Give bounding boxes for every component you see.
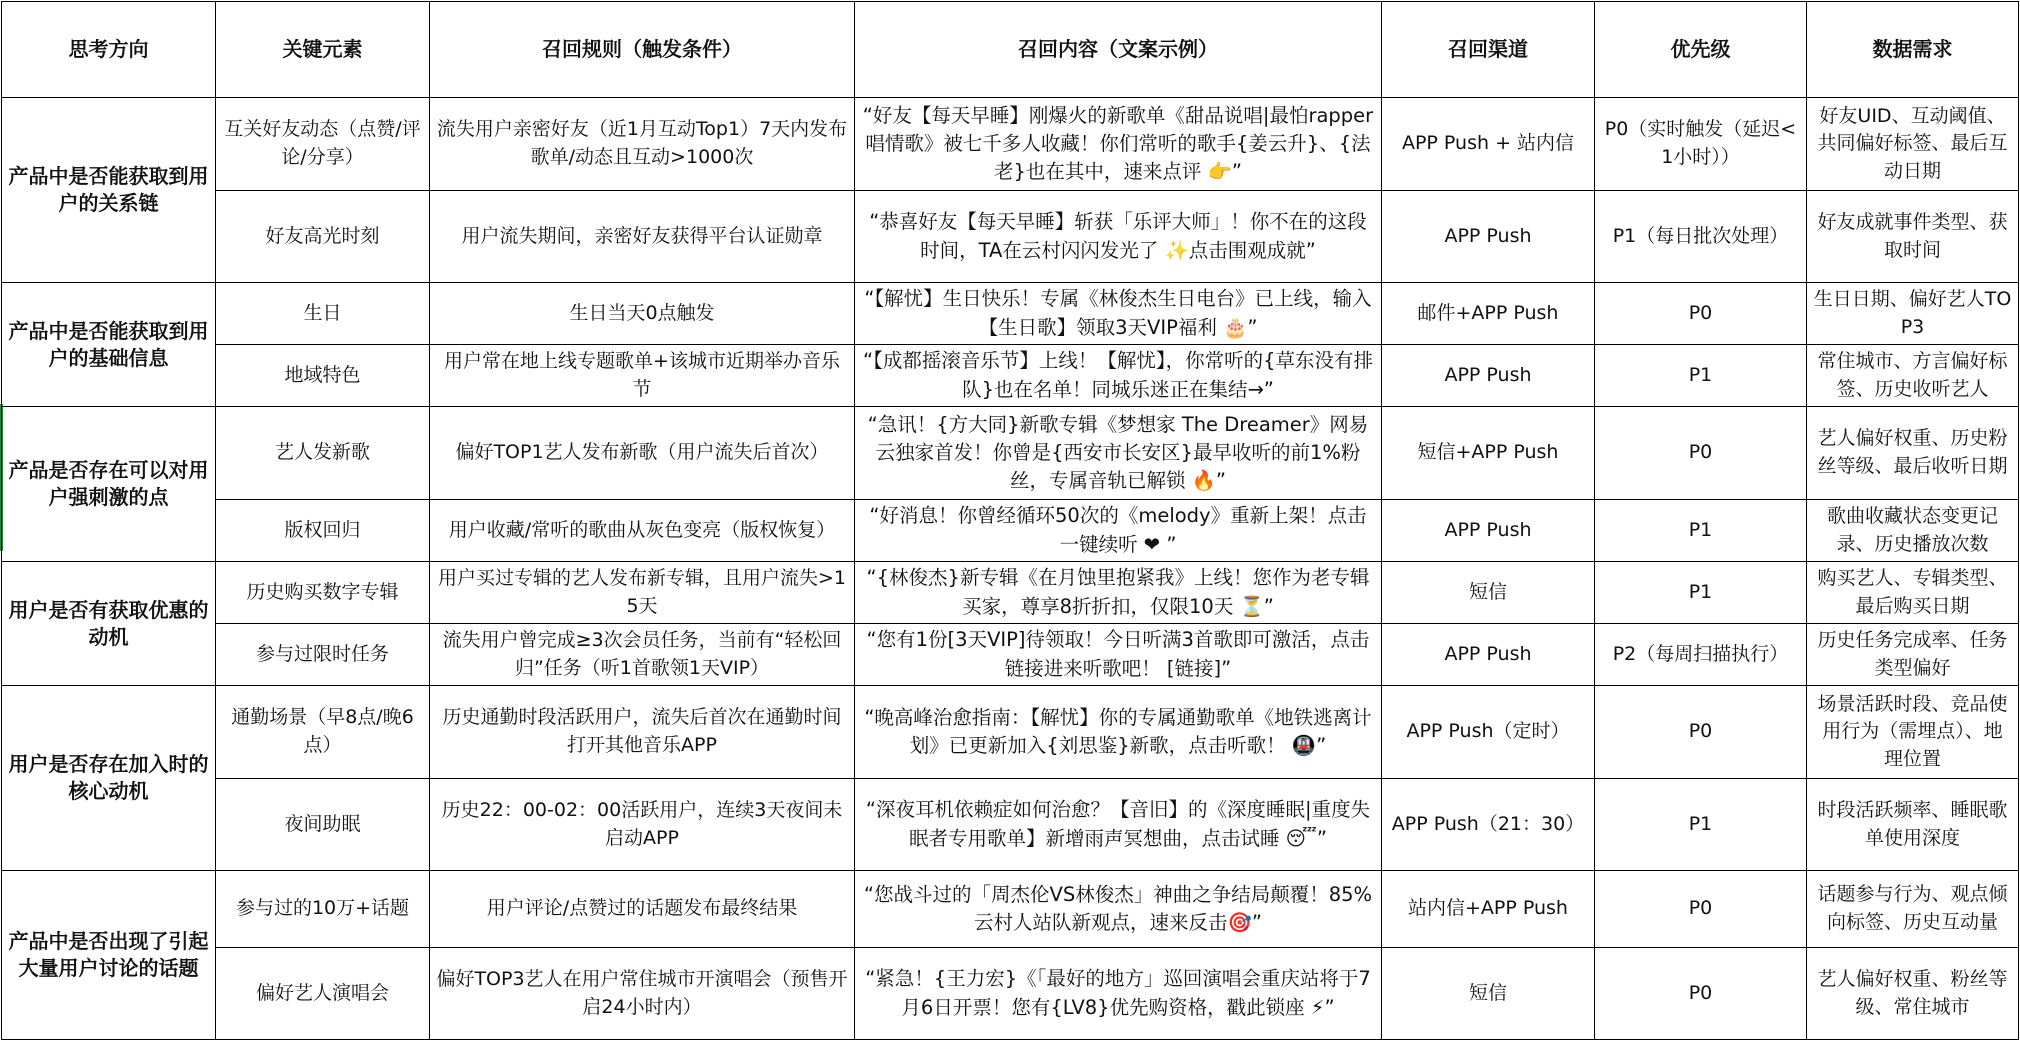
direction-cell: 产品中是否能获取到用户的关系链 [2, 98, 216, 283]
content-cell: “好消息！你曾经循环50次的《melody》重新上架！点击一键续听 ❤ ” [855, 500, 1382, 562]
rule-cell: 用户流失期间，亲密好友获得平台认证勋章 [430, 191, 855, 283]
element-cell: 版权回归 [216, 500, 430, 562]
table-row [2, 500, 2019, 562]
data-cell: 历史任务完成率、任务类型偏好 [1807, 624, 2019, 686]
rule-cell: 用户收藏/常听的歌曲从灰色变亮（版权恢复） [430, 500, 855, 562]
data-cell: 好友UID、互动阈值、共同偏好标签、最后互动日期 [1807, 98, 2019, 191]
direction-cell: 用户是否存在加入时的核心动机 [2, 686, 216, 871]
element-cell: 艺人发新歌 [216, 407, 430, 500]
header-priority: 优先级 [1595, 2, 1807, 98]
content-cell: “{林俊杰}新专辑《在月蚀里抱紧我》上线！您作为老专辑买家，尊享8折折扣，仅限10天 ⏳” [855, 562, 1382, 624]
data-cell: 好友成就事件类型、获取时间 [1807, 191, 2019, 283]
priority-cell: P1 [1595, 500, 1807, 562]
table-row [2, 283, 2019, 345]
rule-cell: 用户常在地上线专题歌单+该城市近期举办音乐节 [430, 345, 855, 407]
priority-cell: P0 [1595, 871, 1807, 948]
channel-cell: APP Push [1382, 624, 1595, 686]
content-cell: “【成都摇滚音乐节】上线！【解忧】，你常听的{草东没有排队}也在名单！同城乐迷正在集结→” [855, 345, 1382, 407]
header-channel: 召回渠道 [1382, 2, 1595, 98]
header-data: 数据需求 [1807, 2, 2019, 98]
recall-strategy-table [1, 1, 2019, 1040]
table-row [2, 345, 2019, 407]
data-cell: 歌曲收藏状态变更记录、历史播放次数 [1807, 500, 2019, 562]
priority-cell: P1 [1595, 779, 1807, 871]
data-cell: 时段活跃频率、睡眠歌单使用深度 [1807, 779, 2019, 871]
content-cell: “【解忧】生日快乐！专属《林俊杰生日电台》已上线，输入【生日歌】领取3天VIP福利 🎂” [855, 283, 1382, 345]
element-cell: 互关好友动态（点赞/评论/分享） [216, 98, 430, 191]
data-cell: 艺人偏好权重、历史粉丝等级、最后收听日期 [1807, 407, 2019, 500]
priority-cell: P1 [1595, 345, 1807, 407]
table-row [2, 562, 2019, 624]
priority-cell: P0 [1595, 283, 1807, 345]
direction-cell: 产品中是否出现了引起大量用户讨论的话题 [2, 871, 216, 1040]
content-cell: “急讯！{方大同}新歌专辑《梦想家 The Dreamer》网易云独家首发！你曾是{西安市长安区}最早收听的前1%粉丝，专属音轨已解锁 🔥” [855, 407, 1382, 500]
priority-cell: P1（每日批次处理） [1595, 191, 1807, 283]
content-cell: “恭喜好友【每天早睡】斩获「乐评大师」！你不在的这段时间，TA在云村闪闪发光了 ✨点击围观成就” [855, 191, 1382, 283]
content-cell: “深夜耳机依赖症如何治愈？【音旧】的《深度睡眠|重度失眠者专用歌单】新增雨声冥想曲，点击试睡 😴” [855, 779, 1382, 871]
priority-cell: P0 [1595, 948, 1807, 1040]
channel-cell: 短信 [1382, 562, 1595, 624]
data-cell: 购买艺人、专辑类型、最后购买日期 [1807, 562, 2019, 624]
priority-cell: P1 [1595, 562, 1807, 624]
rule-cell: 用户买过专辑的艺人发布新专辑，且用户流失>15天 [430, 562, 855, 624]
table-row [2, 871, 2019, 948]
header-content: 召回内容（文案示例） [855, 2, 1382, 98]
header-rule: 召回规则（触发条件） [430, 2, 855, 98]
element-cell: 参与过限时任务 [216, 624, 430, 686]
table-row [2, 624, 2019, 686]
channel-cell: APP Push [1382, 345, 1595, 407]
channel-cell: 邮件+APP Push [1382, 283, 1595, 345]
content-cell: “好友【每天早睡】刚爆火的新歌单《甜品说唱|最怕rapper唱情歌》被七千多人收藏！你们常听的歌手{姜云升}、{法老}也在其中，速来点评 👉” [855, 98, 1382, 191]
channel-cell: 站内信+APP Push [1382, 871, 1595, 948]
rule-cell: 流失用户曾完成≥3次会员任务，当前有“轻松回归”任务（听1首歌领1天VIP） [430, 624, 855, 686]
priority-cell: P0 [1595, 407, 1807, 500]
channel-cell: APP Push [1382, 191, 1595, 283]
element-cell: 夜间助眠 [216, 779, 430, 871]
table-row [2, 98, 2019, 191]
rule-cell: 流失用户亲密好友（近1月互动Top1）7天内发布歌单/动态且互动>1000次 [430, 98, 855, 191]
rule-cell: 生日当天0点触发 [430, 283, 855, 345]
table-row [2, 948, 2019, 1040]
content-cell: “紧急！{王力宏}《「最好的地方」巡回演唱会重庆站将于7月6日开票！您有{LV8}优先购资格，戳此锁座 ⚡” [855, 948, 1382, 1040]
content-cell: “您有1份[3天VIP]待领取！今日听满3首歌即可激活，点击链接进来听歌吧！ [链接]” [855, 624, 1382, 686]
table-row [2, 779, 2019, 871]
element-cell: 生日 [216, 283, 430, 345]
table-row [2, 686, 2019, 779]
direction-cell: 用户是否有获取优惠的动机 [2, 562, 216, 686]
priority-cell: P2（每周扫描执行） [1595, 624, 1807, 686]
data-cell: 常住城市、方言偏好标签、历史收听艺人 [1807, 345, 2019, 407]
header-element: 关键元素 [216, 2, 430, 98]
rule-cell: 历史通勤时段活跃用户，流失后首次在通勤时间打开其他音乐APP [430, 686, 855, 779]
element-cell: 历史购买数字专辑 [216, 562, 430, 624]
channel-cell: APP Push [1382, 500, 1595, 562]
rule-cell: 偏好TOP3艺人在用户常住城市开演唱会（预售开启24小时内） [430, 948, 855, 1040]
element-cell: 偏好艺人演唱会 [216, 948, 430, 1040]
rule-cell: 偏好TOP1艺人发布新歌（用户流失后首次） [430, 407, 855, 500]
element-cell: 地域特色 [216, 345, 430, 407]
rule-cell: 用户评论/点赞过的话题发布最终结果 [430, 871, 855, 948]
data-cell: 场景活跃时段、竞品使用行为（需埋点）、地理位置 [1807, 686, 2019, 779]
priority-cell: P0 [1595, 686, 1807, 779]
data-cell: 艺人偏好权重、粉丝等级、常住城市 [1807, 948, 2019, 1040]
table-row [2, 407, 2019, 500]
element-cell: 参与过的10万+话题 [216, 871, 430, 948]
element-cell: 好友高光时刻 [216, 191, 430, 283]
channel-cell: 短信 [1382, 948, 1595, 1040]
table-row [2, 191, 2019, 283]
rule-cell: 历史22：00-02：00活跃用户，连续3天夜间未启动APP [430, 779, 855, 871]
data-cell: 话题参与行为、观点倾向标签、历史互动量 [1807, 871, 2019, 948]
element-cell: 通勤场景（早8点/晚6点） [216, 686, 430, 779]
channel-cell: 短信+APP Push [1382, 407, 1595, 500]
header-row [2, 2, 2019, 98]
direction-cell: 产品中是否能获取到用户的基础信息 [2, 283, 216, 407]
direction-cell: 产品是否存在可以对用户强刺激的点 [2, 407, 216, 562]
header-direction: 思考方向 [2, 2, 216, 98]
content-cell: “晚高峰治愈指南：【解忧】你的专属通勤歌单《地铁逃离计划》已更新加入{刘思鉴}新歌，点击听歌！ 🚇” [855, 686, 1382, 779]
data-cell: 生日日期、偏好艺人TOP3 [1807, 283, 2019, 345]
channel-cell: APP Push（21：30） [1382, 779, 1595, 871]
priority-cell: P0（实时触发（延迟<1小时）） [1595, 98, 1807, 191]
channel-cell: APP Push（定时） [1382, 686, 1595, 779]
channel-cell: APP Push + 站内信 [1382, 98, 1595, 191]
content-cell: “您战斗过的「周杰伦VS林俊杰」神曲之争结局颠覆！85%云村人站队新观点，速来反击🎯” [855, 871, 1382, 948]
